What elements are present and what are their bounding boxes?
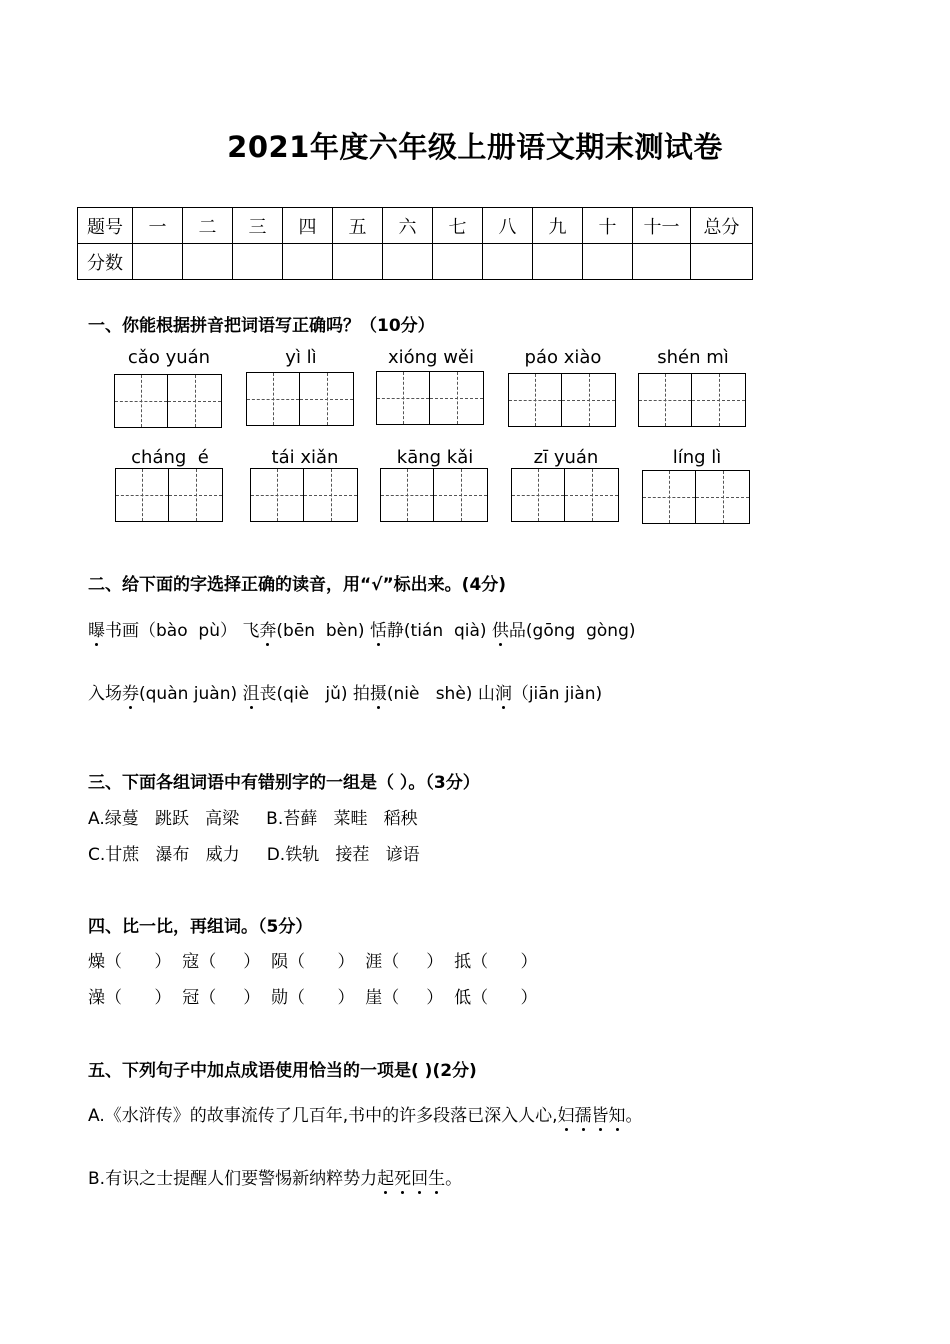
dotted-char: 券 <box>122 679 139 704</box>
pinyin-item <box>115 447 225 522</box>
pinyin-options[interactable]: (niè shè) <box>386 684 473 704</box>
dotted-char: 曝 <box>88 616 105 641</box>
dotted-char: 恬 <box>370 616 387 641</box>
score-cell[interactable] <box>433 244 483 280</box>
section5-option-b <box>88 1164 462 1189</box>
score-header-cell: 题号 <box>78 208 133 244</box>
pinyin-options[interactable]: (gōng gòng) <box>525 621 636 641</box>
dotted-char: 回 <box>411 1164 428 1189</box>
pinyin-item <box>511 447 621 522</box>
score-header-cell: 一 <box>133 208 183 244</box>
score-header-cell: 七 <box>433 208 483 244</box>
word-part: 书画 <box>105 621 139 641</box>
writing-grid[interactable] <box>250 468 360 522</box>
dotted-char: 涧 <box>495 679 512 704</box>
writing-grid[interactable] <box>114 374 224 428</box>
pinyin-label: shén mì <box>657 347 729 368</box>
pinyin-label: tái xiǎn <box>271 447 339 468</box>
score-cell[interactable] <box>333 244 383 280</box>
dotted-char: 奔 <box>259 616 276 641</box>
pinyin-label: cǎo yuán <box>127 347 211 368</box>
dotted-char: 生 <box>428 1164 445 1189</box>
section2-line2 <box>88 679 602 704</box>
word-part: 入场 <box>88 684 122 704</box>
option-end: 。 <box>625 1106 643 1126</box>
score-header-cell: 四 <box>283 208 333 244</box>
score-cell[interactable] <box>483 244 533 280</box>
score-header-cell: 二 <box>183 208 233 244</box>
score-cell[interactable] <box>533 244 583 280</box>
pinyin-label: páo xiào <box>524 347 602 368</box>
score-header-cell: 六 <box>383 208 433 244</box>
score-header-cell: 总分 <box>691 208 753 244</box>
score-cell[interactable] <box>633 244 691 280</box>
section1-heading: 一、你能根据拼音把词语写正确吗？（10分） <box>88 316 435 336</box>
pinyin-options[interactable]: (bēn bèn) <box>276 621 365 641</box>
writing-grid[interactable] <box>511 468 621 522</box>
pinyin-item <box>638 347 748 427</box>
score-cell[interactable] <box>233 244 283 280</box>
pinyin-label: zī yuán <box>533 447 599 468</box>
pinyin-label: cháng é <box>131 447 209 468</box>
dotted-char: 知 <box>609 1101 626 1126</box>
section5-heading: 五、下列句子中加点成语使用恰当的一项是( )(2分) <box>88 1061 477 1081</box>
option-end: 。 <box>445 1169 463 1189</box>
option-text: B.有识之士提醒人们要警惕新纳粹势力 <box>88 1169 378 1189</box>
score-header-cell: 十 <box>583 208 633 244</box>
pinyin-options[interactable]: (tián qià) <box>403 621 487 641</box>
dotted-char: 摄 <box>370 679 387 704</box>
score-header-cell: 九 <box>533 208 583 244</box>
section4-line2: 澡（ ） 冠（ ） 勋（ ） 崖（ ） 低（ ） <box>88 988 538 1008</box>
section4-heading: 四、比一比，再组词。（5分） <box>88 917 313 937</box>
section5-option-a <box>88 1101 643 1126</box>
writing-grid[interactable] <box>376 371 486 425</box>
word-part: 静 <box>386 621 404 641</box>
word-part: 山 <box>477 684 495 704</box>
score-cell[interactable] <box>691 244 753 280</box>
dotted-char: 皆 <box>592 1101 609 1126</box>
pinyin-item <box>246 347 356 426</box>
section3-heading: 三、下面各组词语中有错别字的一组是（ ）。（3分） <box>88 773 480 793</box>
score-header-row <box>78 208 753 244</box>
dotted-char: 妇 <box>558 1101 575 1126</box>
pinyin-item <box>642 447 752 524</box>
writing-grid[interactable] <box>642 470 752 524</box>
score-cell[interactable] <box>383 244 433 280</box>
pinyin-options[interactable]: （jiān jiàn) <box>511 684 603 704</box>
pinyin-item <box>508 347 618 427</box>
score-row-label: 分数 <box>78 244 133 280</box>
score-header-cell: 五 <box>333 208 383 244</box>
pinyin-options[interactable]: (quàn juàn) <box>139 684 238 704</box>
word-part: 拍 <box>352 684 370 704</box>
pinyin-item <box>114 347 224 428</box>
pinyin-options[interactable]: (qiè jǔ) <box>276 684 348 704</box>
pinyin-item <box>376 347 486 425</box>
page-title: 2021年度六年级上册语文期末测试卷 <box>227 130 723 164</box>
section2-line1 <box>88 616 636 641</box>
pinyin-item <box>250 447 360 522</box>
score-header-cell: 八 <box>483 208 533 244</box>
section3-options-cd: C.甘蔗 瀑布 威力 D.铁轨 接茬 谚语 <box>88 845 420 865</box>
pinyin-label: líng lì <box>672 447 722 468</box>
section2-heading: 二、给下面的字选择正确的读音，用“√”标出来。(4分) <box>88 575 507 595</box>
word-part: 飞 <box>242 621 260 641</box>
score-cell[interactable] <box>583 244 633 280</box>
pinyin-item <box>380 447 490 522</box>
dotted-char: 供 <box>492 616 509 641</box>
score-value-row <box>78 244 753 280</box>
writing-grid[interactable] <box>638 373 748 427</box>
dotted-char: 沮 <box>243 679 260 704</box>
option-text: A.《水浒传》的故事流传了几百年,书中的许多段落已深入人心, <box>88 1106 558 1126</box>
writing-grid[interactable] <box>115 468 225 522</box>
dotted-char: 孺 <box>575 1101 592 1126</box>
section3-options-ab: A.绿蔓 跳跃 高梁 B.苔藓 菜畦 稻秧 <box>88 809 418 829</box>
word-part: 品 <box>508 621 526 641</box>
writing-grid[interactable] <box>246 372 356 426</box>
pinyin-label: yì lì <box>285 347 317 368</box>
dotted-char: 死 <box>394 1164 411 1189</box>
pinyin-label: kāng kǎi <box>396 447 474 468</box>
score-header-cell: 十一 <box>633 208 691 244</box>
score-cell[interactable] <box>183 244 233 280</box>
score-cell[interactable] <box>283 244 333 280</box>
section4-line1: 燥（ ） 寇（ ） 陨（ ） 涯（ ） 抵（ ） <box>88 952 538 972</box>
writing-grid[interactable] <box>380 468 490 522</box>
pinyin-label: xióng wěi <box>387 347 475 368</box>
writing-grid[interactable] <box>508 373 618 427</box>
score-cell[interactable] <box>133 244 183 280</box>
dotted-char: 起 <box>377 1164 394 1189</box>
word-part: 丧 <box>259 684 277 704</box>
score-table <box>77 207 753 280</box>
score-header-cell: 三 <box>233 208 283 244</box>
pinyin-options[interactable]: （bào pù） <box>139 621 237 641</box>
